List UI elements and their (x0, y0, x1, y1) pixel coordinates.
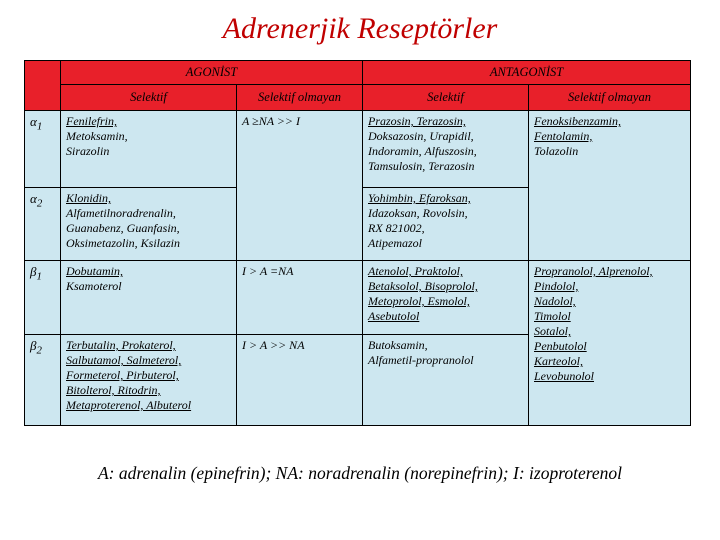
header-antagonist-selective: Selektif (363, 85, 529, 111)
drug-name: Timolol (534, 309, 571, 323)
drug-name: Doksazosin, Urapidil, (368, 129, 474, 143)
drug-name: Karteolol, (534, 354, 584, 368)
beta2-agonist-potency (237, 335, 363, 426)
drug-name: Atenolol, Praktolol, (368, 264, 463, 278)
beta2-agonist-selective (61, 335, 237, 426)
header-agonist: AGONİST (61, 61, 363, 85)
potency-order: I > A =NA (242, 264, 294, 278)
drug-name: Formeterol, Pirbuterol, (66, 368, 179, 382)
page-title: Adrenerjik Reseptörler (222, 12, 498, 45)
drug-name: Betaksolol, Bisoprolol, (368, 279, 478, 293)
drug-name: Fenilefrin, (66, 114, 117, 128)
drug-name: Pindolol, (534, 279, 579, 293)
receptor-symbol: β (30, 338, 37, 353)
potency-order: I > A >> NA (242, 338, 305, 352)
receptor-alpha1 (25, 111, 61, 188)
drug-name: Asebutolol (368, 309, 420, 323)
drug-name: Tolazolin (534, 144, 579, 158)
drug-name: Penbutolol (534, 339, 587, 353)
row-beta1 (25, 261, 691, 335)
drug-name: Idazoksan, Rovolsin, (368, 206, 468, 220)
drug-name: Guanabenz, Guanfasin, (66, 221, 180, 235)
receptor-subscript: 1 (36, 120, 43, 133)
receptor-beta1 (25, 261, 61, 335)
receptor-subscript: 1 (36, 270, 42, 283)
drug-name: Tamsulosin, Terazosin (368, 159, 475, 173)
alpha1-antagonist-selective (363, 111, 529, 188)
receptor-symbol: β (30, 264, 37, 279)
drug-name (368, 114, 524, 129)
alpha2-agonist-potency-empty (237, 188, 363, 261)
header-corner (25, 61, 61, 111)
header-antagonist-nonselective: Selektif olmayan (529, 85, 691, 111)
drug-name: Alfametil-propranolol (368, 353, 474, 367)
drug-name: Dobutamin, (66, 264, 123, 278)
row-alpha1 (25, 111, 691, 188)
receptor-symbol: α (30, 114, 37, 129)
drug-name: Sirazolin (66, 144, 110, 158)
drug-name: Bitolterol, Ritodrin, (66, 383, 161, 397)
alpha-antagonist-nonselective (529, 111, 691, 188)
drug-name: Levobunolol (534, 369, 594, 383)
receptor-symbol: α (30, 191, 37, 206)
drug-name: Metaproterenol, Albuterol (66, 398, 192, 412)
drug-name: Fenoksibenzamin, (534, 114, 621, 128)
potency-order: A ≥NA >> I (242, 114, 301, 128)
alpha2-agonist-selective (61, 188, 237, 261)
alpha-agonist-potency (237, 111, 363, 188)
drug-name: Ksamoterol (66, 279, 122, 293)
drug-name: Sotalol, (534, 324, 572, 338)
drug-name (368, 191, 524, 206)
header-antagonist: ANTAGONİST (363, 61, 691, 85)
beta-antagonist-nonselective (529, 261, 691, 426)
receptor-beta2 (25, 335, 61, 426)
receptor-alpha2 (25, 188, 61, 261)
alpha2-antagonist-nonselective-empty (529, 188, 691, 261)
receptor-subscript: 2 (36, 197, 43, 210)
header-row-top (25, 61, 691, 85)
beta2-antagonist-selective (363, 335, 529, 426)
drug-name: Atipemazol (368, 236, 422, 250)
drug-name-highlight: Prazosin, Terazosin, (368, 114, 466, 128)
receptor-subscript: 2 (36, 344, 42, 357)
drug-name: Oksimetazolin, Ksilazin (66, 236, 181, 250)
alpha2-antagonist-selective (363, 188, 529, 261)
drug-name: Propranolol, Alprenolol, (534, 264, 653, 278)
drug-name: Klonidin, (66, 191, 112, 205)
drug-name: RX 821002, (368, 221, 425, 235)
drug-name: Butoksamin, (368, 338, 428, 352)
adrenergic-receptor-table (24, 60, 691, 426)
drug-name: Terbutalin, Prokaterol, (66, 338, 176, 352)
beta1-agonist-potency (237, 261, 363, 335)
drug-name-highlight: Yohimbin, Efaroksan, (368, 191, 471, 205)
header-agonist-nonselective: Selektif olmayan (237, 85, 363, 111)
drug-name: Metoprolol, Esmolol, (368, 294, 470, 308)
drug-name: Alfametilnoradrenalin, (66, 206, 176, 220)
row-alpha2 (25, 188, 691, 261)
drug-name: Metoksamin, (66, 129, 128, 143)
header-agonist-selective: Selektif (61, 85, 237, 111)
drug-name: Salbutamol, Salmeterol, (66, 353, 182, 367)
alpha1-agonist-selective (61, 111, 237, 188)
beta1-antagonist-selective (363, 261, 529, 335)
beta1-agonist-selective (61, 261, 237, 335)
drug-name: Nadolol, (534, 294, 576, 308)
footnote: A: adrenalin (epinefrin); NA: noradrenalin (norepinefrin); I: izoproterenol (97, 463, 623, 483)
drug-name: Indoramin, Alfuszosin, (368, 144, 477, 158)
drug-name: Fentolamin, (534, 129, 593, 143)
header-row-sub (25, 85, 691, 111)
